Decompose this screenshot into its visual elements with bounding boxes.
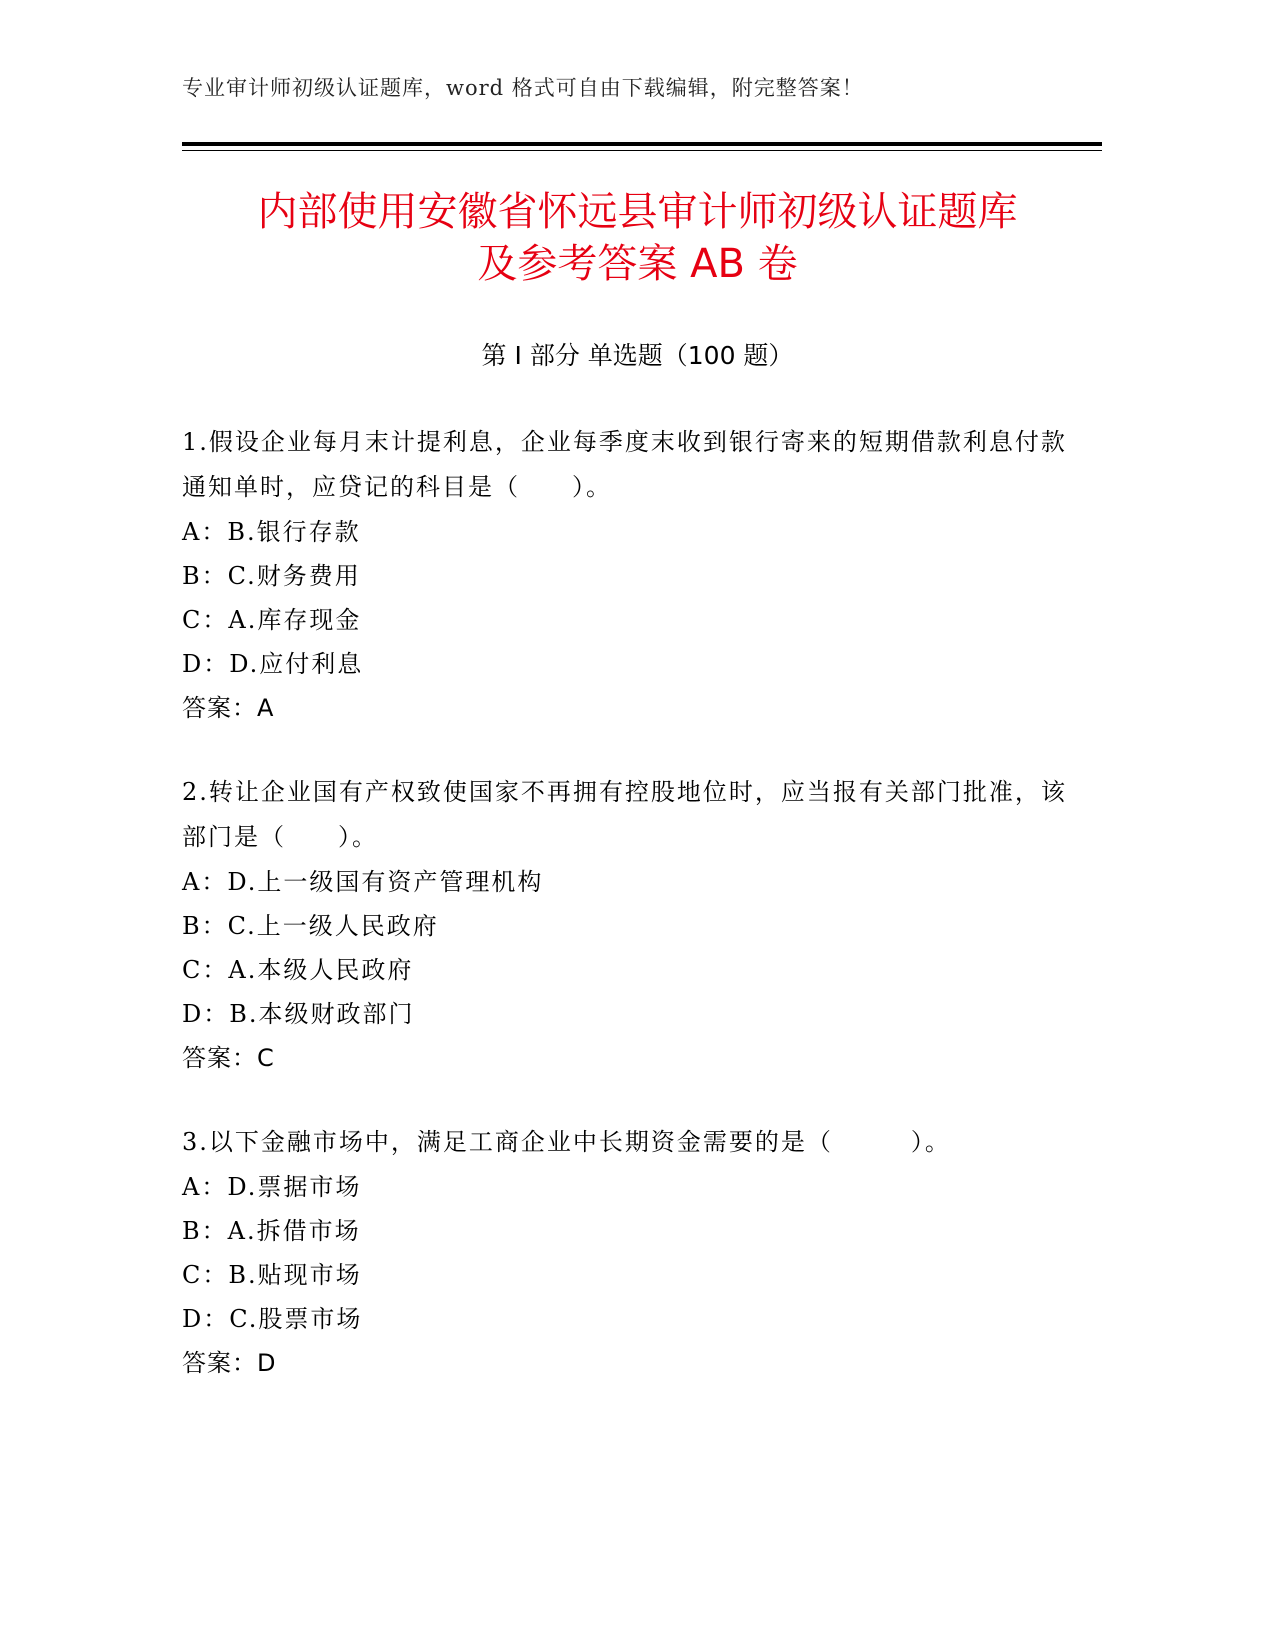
option-c: C：A.库存现金	[182, 606, 362, 634]
option-d: D：B.本级财政部门	[182, 1000, 415, 1028]
answer: 答案：C	[182, 1044, 275, 1072]
question-text: 1.假设企业每月末计提利息，企业每季度末收到银行寄来的短期借款利息付款通知单时，应贷记的科目是（ ）。	[182, 428, 1067, 501]
option-c: C：A.本级人民政府	[182, 956, 414, 984]
document-title	[130, 186, 1145, 290]
option-a: A：D.上一级国有资产管理机构	[182, 868, 544, 896]
question-3	[182, 1120, 1082, 1385]
option-a: A：B.银行存款	[182, 518, 361, 546]
question-list	[182, 420, 1082, 1425]
question-text: 2.转让企业国有产权致使国家不再拥有控股地位时，应当报有关部门批准，该部门是（ ）。	[182, 778, 1067, 851]
section-heading: 第 I 部分 单选题（100 题）	[481, 341, 794, 370]
question-1	[182, 420, 1082, 730]
option-d: D：D.应付利息	[182, 650, 364, 678]
question-2	[182, 770, 1082, 1080]
title-line-2: 及参考答案 AB 卷	[477, 241, 798, 287]
header-rule-thin	[182, 150, 1102, 151]
page-header: 专业审计师初级认证题库，word 格式可自由下载编辑，附完整答案！	[182, 76, 864, 100]
option-b: B：C.财务费用	[182, 562, 361, 590]
question-text: 3.以下金融市场中，满足工商企业中长期资金需要的是（ ）。	[182, 1128, 951, 1156]
header-rule-thick	[182, 142, 1102, 146]
answer: 答案：D	[182, 1349, 277, 1377]
title-line-1: 内部使用安徽省怀远县审计师初级认证题库	[257, 189, 1018, 235]
option-b: B：A.拆借市场	[182, 1217, 361, 1245]
option-a: A：D.票据市场	[182, 1173, 362, 1201]
answer: 答案：A	[182, 694, 275, 722]
option-b: B：C.上一级人民政府	[182, 912, 439, 940]
option-c: C：B.贴现市场	[182, 1261, 362, 1289]
option-d: D：C.股票市场	[182, 1305, 363, 1333]
